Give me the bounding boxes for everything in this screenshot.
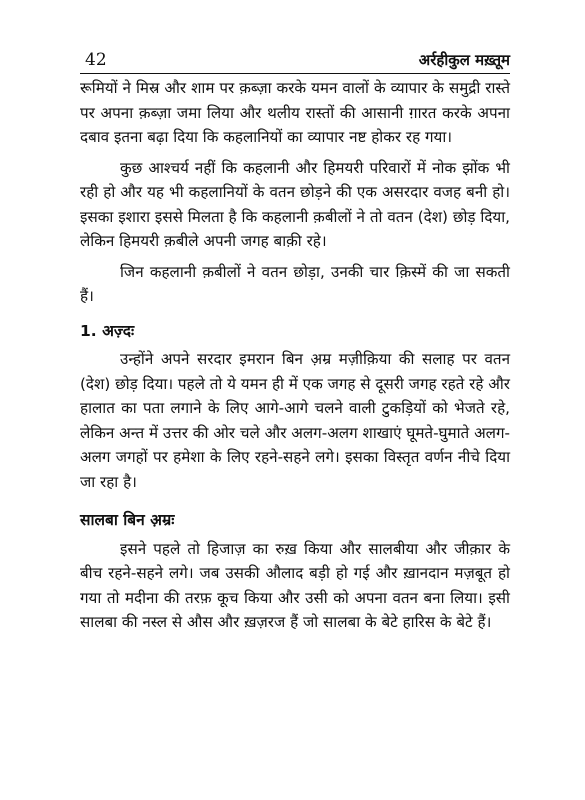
paragraph-romans: रूमियों ने मिस्र और शाम पर क़ब्ज़ा करके यमन वालों के व्यापार के समुद्री रास्ते पर अपना क़ब्ज़ा जमा लिया और थलीय रास्तों की आसानी ग़ारत करके अपना दबाव इतना बढ़ा दिया कि कहलानियों का व्यापार नष्ट होकर रह गया। [80, 79, 510, 146]
section-heading-salba: सालबा बिन अ़म्रः [80, 511, 175, 529]
paragraph-azd: उन्होंने अपने सरदार इमरान बिन अ़म्र मज़ीक़िया की सलाह पर वतन (देश) छोड़ दिया। पहले तो ये यमन ही में एक जगह से दूसरी जगह रहते रहे और हालात का पता लगाने के लिए आगे-आगे चलने वाली टुकड़ियों को भेजते रहे, लेकिन अन्त में उत्तर की ओर चले और अलग-अलग शाखाएं घूमते-घुमाते अलग-अलग जगहों पर हमेशा के लिए रहने-सहने लगे। इसका विस्तृत वर्णन नीचे दिया जा रहा है। [80, 350, 511, 491]
header-divider [80, 73, 510, 74]
page-header [80, 40, 510, 73]
page-number: 42 [85, 50, 107, 70]
page-body [80, 76, 510, 635]
paragraph-salba: इसने पहले तो हिजाज़ का रुख़ किया और सालबीया और जीक़ार के बीच रहने-सहने लगे। जब उसकी औलाद बड़ी हो गई और ख़ानदान मज़बूत हो गया तो मदीना की तरफ़ कूच किया और उसी को अपना वतन बना लिया। इसी सालबा की नस्ल से औस और ख़ज़रज हैं जो सालबा के बेटे हारिस के बेटे हैं। [80, 539, 510, 631]
book-page [80, 40, 510, 760]
running-title: अर्रहीकुल मख़्तूम [418, 51, 510, 69]
paragraph-four-types: जिन कहलानी क़बीलों ने वतन छोड़ा, उनकी चार क़िस्में की जा सकती हैं। [80, 262, 510, 305]
section-heading-azd: 1. अज़्दः [80, 321, 135, 340]
paragraph-kahlani-himyari: कुछ आश्चर्य नहीं कि कहलानी और हिमयरी परिवारों में नोक झोंक भी रही हो और यह भी कहलानियों के वतन छोड़ने की एक असरदार वजह बनी हो। इसका इशारा इससे मिलता है कि कहलानी क़बीलों ने तो वतन (देश) छोड़ दिया, लेकिन हिमयरी क़बीले अपनी जगह बाक़ी रहे। [80, 158, 510, 250]
